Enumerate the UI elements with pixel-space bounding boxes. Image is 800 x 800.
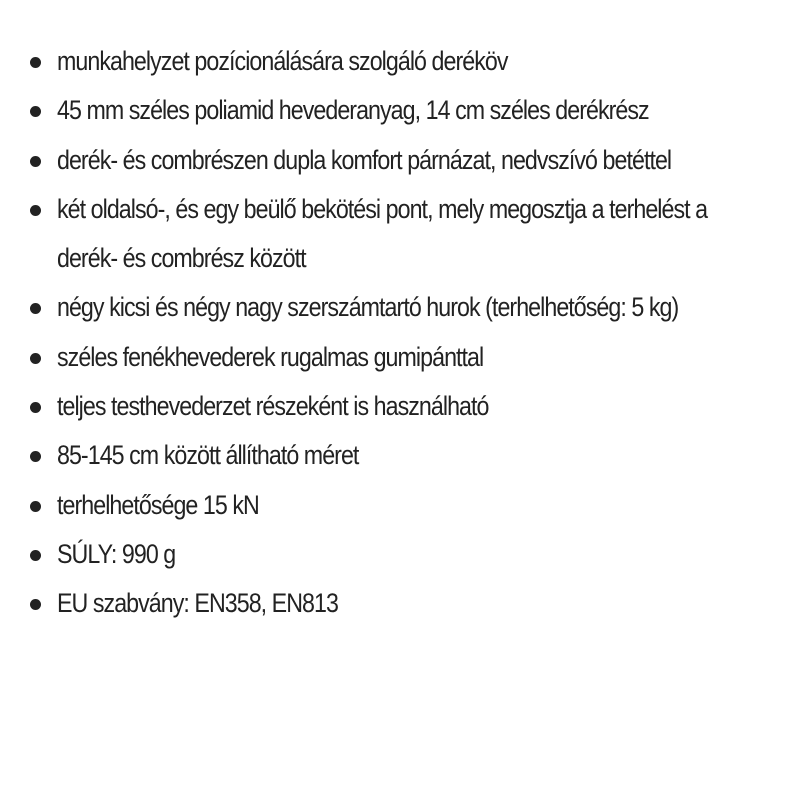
- list-item: [0, 579, 800, 628]
- list-item-text: 45 mm széles poliamid hevederanyag, 14 cm széles derékrész: [57, 95, 649, 126]
- list-item: [0, 136, 800, 185]
- list-item-text: két oldalsó-, és egy beülő bekötési pont, mely megosztja a terhelést a derék- és combrész között: [57, 193, 708, 274]
- bullet-icon: [30, 106, 41, 117]
- bullet-icon: [30, 451, 41, 462]
- feature-list: [0, 37, 800, 629]
- bullet-icon: [30, 156, 41, 167]
- list-item: [0, 431, 800, 480]
- bullet-icon: [30, 353, 41, 364]
- bullet-icon: [30, 57, 41, 68]
- bullet-icon: [30, 205, 41, 216]
- list-item-text: munkahelyzet pozícionálására szolgáló deréköv: [57, 46, 508, 76]
- list-item-text: széles fenékhevederek rugalmas gumipánttal: [57, 341, 484, 372]
- list-item: [0, 86, 800, 135]
- list-item: [0, 185, 800, 284]
- list-item: [0, 382, 800, 431]
- list-item: [0, 333, 800, 382]
- bullet-icon: [30, 599, 41, 610]
- list-item-text: SÚLY: 990 g: [57, 538, 176, 569]
- list-item-text: teljes testhevederzet részeként is használható: [57, 391, 489, 422]
- bullet-icon: [30, 550, 41, 561]
- list-item-text: EU szabvány: EN358, EN813: [57, 588, 338, 619]
- list-item: [0, 530, 800, 579]
- list-item: [0, 481, 800, 530]
- list-item-text: négy kicsi és négy nagy szerszámtartó hurok (terhelhetőség: 5 kg): [57, 292, 679, 323]
- list-item: [0, 37, 800, 86]
- bullet-icon: [30, 303, 41, 314]
- list-item-text: terhelhetősége 15 kN: [57, 489, 259, 520]
- bullet-icon: [30, 402, 41, 413]
- list-item-text: derék- és combrészen dupla komfort párnázat, nedvszívó betéttel: [57, 144, 672, 175]
- bullet-icon: [30, 501, 41, 512]
- list-item-text: 85-145 cm között állítható méret: [57, 440, 359, 471]
- list-item: [0, 283, 800, 332]
